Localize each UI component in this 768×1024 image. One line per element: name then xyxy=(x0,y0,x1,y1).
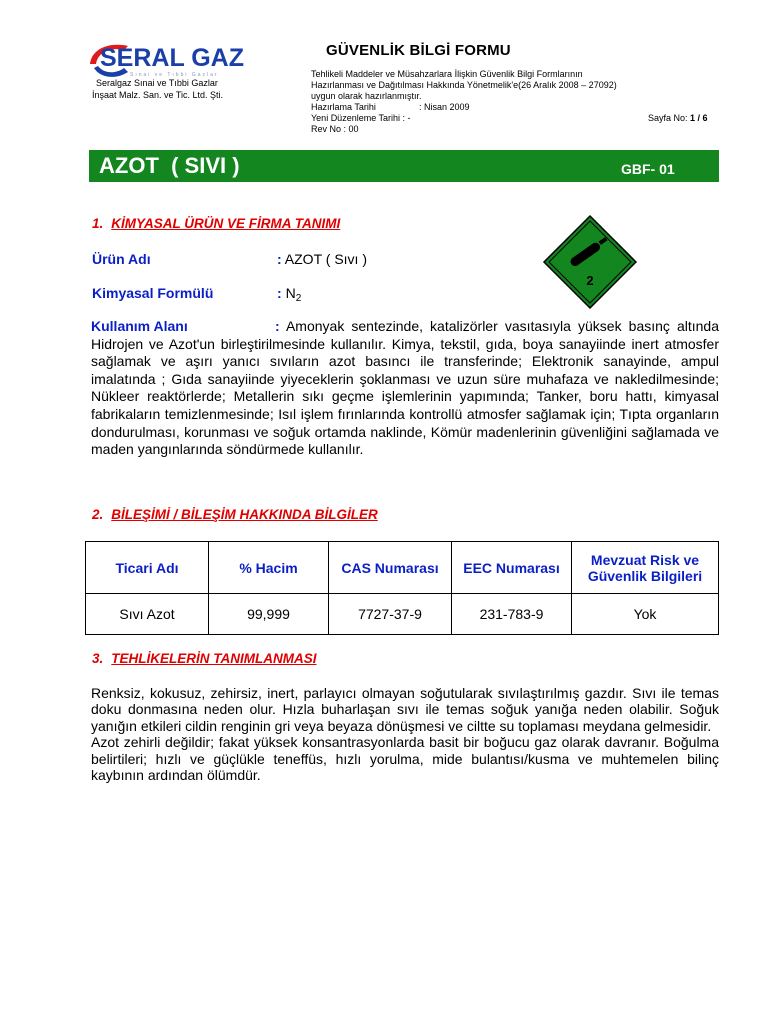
cell-eec: 231-783-9 xyxy=(452,594,572,635)
hazard-paragraph1: Renksiz, kokusuz, zehirsiz, inert, parlayıcı olmayan soğutularak sıvılaştırılmış gazdır. Sıvı ile temas doku donmasına neden olur. Hızla buharlaşan sıvı ile temas soğuk yanığa neden olabilir. Soğuk yanığın etkileri cildin renginin gri veya beyaza dönüşmesi ve ciltte su toplaması meydana gelmesidir. xyxy=(91,685,719,734)
table-header-row xyxy=(86,542,719,594)
company-name-line2: İnşaat Malz. San. ve Tic. Ltd. Şti. xyxy=(92,90,224,100)
section1-title: KİMYASAL ÜRÜN VE FİRMA TANIMI xyxy=(111,216,341,231)
product-name-label: Ürün Adı xyxy=(92,251,151,267)
company-name-line1: Seralgaz Sınai ve Tıbbi Gazlar xyxy=(96,78,218,88)
col-header-trade-name: Ticari Adı xyxy=(86,542,209,594)
col-header-cas: CAS Numarası xyxy=(329,542,452,594)
section2-title: BİLEŞİMİ / BİLEŞİM HAKKINDA BİLGİLER xyxy=(111,507,378,522)
regulation-line1: Tehlikeli Maddeler ve Müsahzarlara İlişkin Güvenlik Bilgi Formlarının xyxy=(311,69,583,79)
cell-regulation: Yok xyxy=(572,594,719,635)
product-name-value: : AZOT ( Sıvı ) xyxy=(277,251,367,267)
form-code: GBF- 01 xyxy=(621,161,675,177)
section2-number: 2. xyxy=(92,507,104,522)
formula-label: Kimyasal Formülü xyxy=(92,285,214,301)
product-banner xyxy=(89,150,719,182)
hazard-class2-icon xyxy=(542,214,638,310)
revision-date: Yeni Düzenleme Tarihi : - xyxy=(311,113,411,123)
col-header-eec: EEC Numarası xyxy=(452,542,572,594)
page-label: Sayfa No: xyxy=(648,113,691,123)
logo-text: SERAL GAZ xyxy=(100,44,244,72)
cell-trade-name: Sıvı Azot xyxy=(86,594,209,635)
cell-volume: 99,999 xyxy=(209,594,329,635)
table-row xyxy=(86,594,719,635)
page-value: 1 / 6 xyxy=(690,113,708,123)
section3-title: TEHLİKELERİN TANIMLANMASI xyxy=(111,651,317,666)
logo-tagline: Sınai ve Tıbbi Gazlar xyxy=(130,72,219,78)
section1-number: 1. xyxy=(92,216,104,231)
seral-gaz-logo xyxy=(88,38,298,82)
usage-label xyxy=(91,318,275,336)
product-name-text: AZOT ( Sıvı ) xyxy=(284,251,367,267)
usage-paragraph: Kullanım Alanı : Amonyak sentezinde, katalizörler vasıtasıyla yüksek basınç altında Hidrojen ve Azot'un birleştirilmesinde kullanılır. Kimya, tekstil, gıda, boya sanayiinde inert atmosfer sağlamak ve aşırı yanıcı sıvıların azot basıncı ile transferinde; Elektronik sanayinde, ampul imalatında ; Gıda sanayiinde yiyeceklerin şoklanması ve uzun süre muhafaza ve nakledilmesinde; Nükleer reaktörlerde; Metallerin sıkı geçme işlemlerinin yapımında; Tanker, boru hattı, kimyasal fabrikaların temizlenmesinde; Isıl işlem fırınlarında kontrollü atmosfer sağlamak için; Tıpta organların dondurulması, korunması ve soğuk ortamda naklinde, Kömür madenlerinin güvenliğini sağlamada ve maden yangınlarında söndürmede kullanılır. xyxy=(91,318,719,458)
col-header-volume: % Hacim xyxy=(209,542,329,594)
form-title: GÜVENLİK BİLGİ FORMU xyxy=(326,42,511,59)
formula-text: N xyxy=(285,285,296,301)
revision-number: Rev No : 00 xyxy=(311,124,359,134)
hazard-description xyxy=(91,685,719,783)
section3-number: 3. xyxy=(92,651,104,666)
preparation-date-label: Hazırlama Tarihi xyxy=(311,102,376,112)
usage-text: Amonyak sentezinde, katalizörler vasıtasıyla yüksek basınç altında Hidrojen ve Azot'un birleştirilmesinde kullanılır. Kimya, tekstil, gıda, boya sanayiinde inert atmosfer sağlamak ve aşırı yanıcı sıvıların azot basıncı ile transferinde; Elektronik sanayinde, ampul imalatında ; Gıda sanayiinde yiyeceklerin şoklanması ve uzun süre muhafaza ve nakledilmesinde; Nükleer reaktörlerde; Metallerin sıkı geçme işlemlerinin yapımında; Tanker, boru hattı, kimyasal fabrikaların temizlenmesinde; Isıl işlem fırınlarında kontrollü atmosfer sağlamak için; Tıpta organların dondurulması, korunması ve soğuk ortamda naklinde, Kömür madenlerinin güvenliğini sağlamada ve maden yangınlarında söndürmede kullanılır. xyxy=(91,318,719,458)
page-number xyxy=(648,113,708,123)
section1-heading xyxy=(92,216,340,231)
hazard-class-number: 2 xyxy=(586,273,594,288)
section3-heading xyxy=(92,651,317,666)
cell-cas: 7727-37-9 xyxy=(329,594,452,635)
section2-heading xyxy=(92,507,378,522)
formula-subscript: 2 xyxy=(295,293,302,304)
preparation-date xyxy=(311,102,470,113)
preparation-date-value: : Nisan 2009 xyxy=(419,102,470,112)
regulation-line2: Hazırlanması ve Dağıtılması Hakkında Yönetmelik'e(26 Aralık 2008 – 27092) xyxy=(311,80,617,90)
hazard-paragraph2: Azot zehirli değildir; fakat yüksek konsantrasyonlarda basit bir boğucu gaz olarak davranır. Boğulma belirtileri; hızlı ve güçlükle teneffüs, hızlı yorulma, mide bulantısı/kusma ve muhtemelen bilinç kaybının ardından ölümdür. xyxy=(91,734,719,784)
banner-title: AZOT ( SIVI ) xyxy=(99,153,240,178)
regulation-line3: uygun olarak hazırlanmıştır. xyxy=(311,91,422,101)
formula-value: : $N_2$ xyxy=(277,285,302,304)
col-header-regulation: Mevzuat Risk ve Güvenlik Bilgileri xyxy=(572,542,719,594)
usage-label-text: Kullanım Alanı xyxy=(91,318,188,334)
composition-table xyxy=(85,541,719,635)
